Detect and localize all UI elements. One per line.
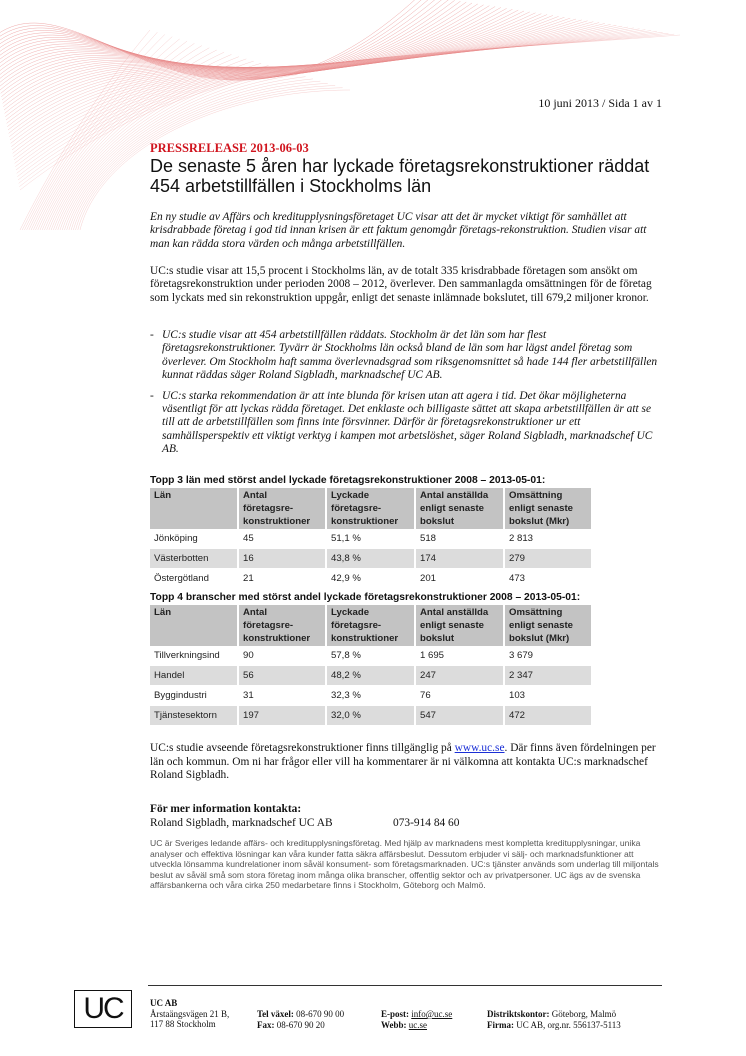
table-row bbox=[150, 549, 592, 569]
table-cell: 21 bbox=[238, 569, 326, 589]
date-page-indicator: 10 juni 2013 / Sida 1 av 1 bbox=[538, 96, 662, 110]
paragraph-text: UC:s studie avseende företagsrekonstruktioner finns tillgänglig på bbox=[150, 742, 455, 754]
footer-email-web bbox=[381, 1009, 452, 1030]
table-header-row bbox=[150, 605, 592, 646]
table-counties bbox=[150, 488, 593, 589]
table-cell: 90 bbox=[238, 646, 326, 666]
header-cell: Län bbox=[150, 605, 238, 646]
decorative-wave-line bbox=[0, 7, 495, 84]
footer-label: Distriktskontor: bbox=[487, 1009, 550, 1019]
table-cell: 32,3 % bbox=[326, 686, 415, 706]
footer-label: Tel växel: bbox=[257, 1009, 294, 1019]
footer-company-name: UC AB bbox=[150, 998, 178, 1008]
quote-item bbox=[150, 390, 662, 457]
table-cell: 1 695 bbox=[415, 646, 504, 666]
quote-item bbox=[150, 329, 662, 383]
table-row bbox=[150, 666, 592, 686]
table-cell: Byggindustri bbox=[150, 686, 238, 706]
header-cell: Län bbox=[150, 488, 238, 529]
table-sectors bbox=[150, 605, 593, 726]
about-company: UC är Sveriges ledande affärs- och kreditupplysningsföretag. Med hjälp av marknadens mest kompletta kreditupplysningar, unika analyser och effektiva lösningar kan våra kunder fatta säkra affärsbeslut. Dessutom erbjuder vi sälj- och marknadsfunktioner att utveckla lönsamma kundrelationer inom såväl konsument- som företagsmarknaden. UC:s tjänster används som underlag till miljontals beslut av såväl små som stora företag inom många olika branscher, offentlig sektor och av privatpersoner. UC ägs av de svenska affärsbankerna och våra cirka 250 medarbetare finns i Stockholm, Göteborg och Malmö. bbox=[150, 838, 659, 891]
bullet-dash: - bbox=[150, 389, 154, 402]
footer-firm: UC AB, org.nr. 556137-5113 bbox=[516, 1019, 621, 1030]
table-cell: 247 bbox=[415, 666, 504, 686]
decorative-wave-line bbox=[11, 23, 599, 144]
table-cell: 174 bbox=[415, 549, 504, 569]
footer-address bbox=[150, 998, 229, 1030]
table-header-row bbox=[150, 488, 592, 529]
decorative-wave-line bbox=[10, 22, 593, 140]
footer-label: Webb: bbox=[381, 1019, 407, 1030]
decorative-wave-line bbox=[0, 5, 484, 77]
decorative-wave-line bbox=[3, 13, 535, 107]
header-cell: Antal företagsre- konstruktioner bbox=[238, 488, 326, 529]
press-release-label: PRESSRELEASE 2013-06-03 bbox=[150, 141, 309, 155]
footer-divider bbox=[148, 985, 662, 986]
table-cell: 31 bbox=[238, 686, 326, 706]
footer-label: E-post: bbox=[381, 1009, 410, 1019]
body-paragraph-2 bbox=[150, 742, 662, 783]
table-cell: 42,9 % bbox=[326, 569, 415, 589]
quote-list bbox=[150, 329, 662, 464]
footer-phone: 08-670 90 00 bbox=[296, 1009, 345, 1019]
table-cell: 3 679 bbox=[504, 646, 592, 666]
header-cell: Antal anställda enligt senaste bokslut bbox=[415, 605, 504, 646]
table-cell: Västerbotten bbox=[150, 549, 238, 569]
table-cell: 32,0 % bbox=[326, 706, 415, 726]
decorative-wave-line bbox=[0, 0, 449, 77]
table-cell: 45 bbox=[238, 529, 326, 549]
table-cell: 43,8 % bbox=[326, 549, 415, 569]
table-cell: 2 813 bbox=[504, 529, 592, 549]
decorative-wave-line bbox=[27, 37, 173, 230]
table-cell: Jönköping bbox=[150, 529, 238, 549]
footer-office-info bbox=[487, 1009, 621, 1030]
footer-web-link[interactable]: uc.se bbox=[408, 1019, 428, 1030]
table-row bbox=[150, 706, 592, 726]
footer-district: Göteborg, Malmö bbox=[551, 1009, 617, 1019]
table-cell: 472 bbox=[504, 706, 592, 726]
uc-logo: UC bbox=[74, 990, 132, 1028]
table-cell: 279 bbox=[504, 549, 592, 569]
table-cell: 201 bbox=[415, 569, 504, 589]
footer-address-line: Årstaängsvägen 21 B, bbox=[150, 1008, 230, 1019]
table-row bbox=[150, 646, 592, 666]
table-cell: 103 bbox=[504, 686, 592, 706]
decorative-wave-line bbox=[9, 21, 587, 137]
contact-phone: 073-914 84 60 bbox=[393, 817, 460, 829]
footer-phone-fax bbox=[257, 1009, 344, 1030]
quote-text: UC:s studie visar att 454 arbetstillfällen räddats. Stockholm är det län som har flest företagsrekonstruktioner. Tyvärr är Stockholms län också bland de län som har lägst andel företag som överlever. Om Stockholm haft samma överlevnadsgrad som riksgenomsnittet så hade 144 fler arbetstillfällen kunnat räddas säger Roland Sigbladh, marknadschef UC AB. bbox=[162, 329, 658, 382]
table-cell: 56 bbox=[238, 666, 326, 686]
table-2-caption: Topp 4 branscher med störst andel lyckade företagsrekonstruktioner 2008 – 2013-05-01: bbox=[150, 592, 581, 603]
table-cell: 76 bbox=[415, 686, 504, 706]
table-cell: 57,8 % bbox=[326, 646, 415, 666]
lead-paragraph: En ny studie av Affärs och kreditupplysningsföretaget UC visar att det är mycket viktigt för samhället att krisdrabbade företag i god tid innan krisen är ett faktum genomgår företags-rekonstruktion. Studien visar att man kan rädda stora värden och många arbetstillfällen. bbox=[150, 211, 647, 250]
header-cell: Antal anställda enligt senaste bokslut bbox=[415, 488, 504, 529]
table-row bbox=[150, 686, 592, 706]
bullet-dash: - bbox=[150, 329, 154, 341]
footer-label: Firma: bbox=[487, 1019, 514, 1030]
body-paragraph-1: UC:s studie visar att 15,5 procent i Stockholms län, av de totalt 335 krisdrabbade företagen som ansökt om företagsrekonstruktion under perioden 2008 – 2012, överlever. Den sammanlagda omsättningen för de företag som lyckats med sin rekonstruktion uppgår, enligt det senaste inlämnade bokslutet, till 679,2 miljoner kronor. bbox=[150, 265, 652, 304]
decorative-wave-line bbox=[0, 0, 443, 78]
table-cell: 197 bbox=[238, 706, 326, 726]
table-cell: 48,2 % bbox=[326, 666, 415, 686]
decorative-wave-line bbox=[3, 12, 530, 103]
table-cell: Östergötland bbox=[150, 569, 238, 589]
table-1-caption: Topp 3 län med störst andel lyckade företagsrekonstruktioner 2008 – 2013-05-01: bbox=[150, 475, 546, 486]
footer-fax: 08-670 90 20 bbox=[276, 1019, 325, 1030]
contact-name: Roland Sigbladh, marknadschef UC AB bbox=[150, 817, 333, 829]
header-cell: Lyckade företagsre- konstruktioner bbox=[326, 488, 415, 529]
footer-email-link[interactable]: info@uc.se bbox=[411, 1009, 453, 1019]
table-cell: Handel bbox=[150, 666, 238, 686]
table-cell: 2 347 bbox=[504, 666, 592, 686]
table-cell: 473 bbox=[504, 569, 592, 589]
header-cell: Omsättning enligt senaste bokslut (Mkr) bbox=[504, 605, 592, 646]
footer-label: Fax: bbox=[257, 1019, 275, 1030]
quote-text: UC:s starka rekommendation är att inte blunda för krisen utan att agera i tid. Det ökar möjligheterna väsentligt för att lyckas rädda företaget. Det enklaste och billigaste sättet att skapa arbetstillfällen är att se till att de arbetstillfällen som finns inte försvinner. Därför är företagsrekonstruktioner ur ett samhällsperspektiv ett viktigt verktyg i kampen mot arbetslöshet, säger Roland Sigbladh, marknadschef UC AB. bbox=[162, 389, 653, 456]
table-cell: Tjänstesektorn bbox=[150, 706, 238, 726]
table-cell: 51,1 % bbox=[326, 529, 415, 549]
headline-line-2: 454 arbetstillfällen i Stockholms län bbox=[150, 176, 432, 196]
table-cell: 16 bbox=[238, 549, 326, 569]
paragraph-text: . Där finns även fördelningen per län och kommun. Om ni har frågor eller vill ha kommentarer är ni välkomna att kontakta UC:s marknadschef Roland Sigbladh. bbox=[150, 742, 656, 782]
table-cell: 518 bbox=[415, 529, 504, 549]
table-row bbox=[150, 569, 592, 589]
table-cell: 547 bbox=[415, 706, 504, 726]
header-cell: Antal företagsre- konstruktioner bbox=[238, 605, 326, 646]
contact-heading: För mer information kontakta: bbox=[150, 803, 302, 815]
headline bbox=[150, 156, 670, 196]
table-row bbox=[150, 529, 592, 549]
table-cell: Tillverkningsind bbox=[150, 646, 238, 666]
footer-address-line: 117 88 Stockholm bbox=[150, 1019, 216, 1029]
header-cell: Omsättning enligt senaste bokslut (Mkr) bbox=[504, 488, 592, 529]
headline-line-1: De senaste 5 åren har lyckade företagsrekonstruktioner räddat bbox=[150, 156, 650, 176]
header-cell: Lyckade företagsre- konstruktioner bbox=[326, 605, 415, 646]
uc-website-link[interactable]: www.uc.se bbox=[454, 742, 505, 754]
